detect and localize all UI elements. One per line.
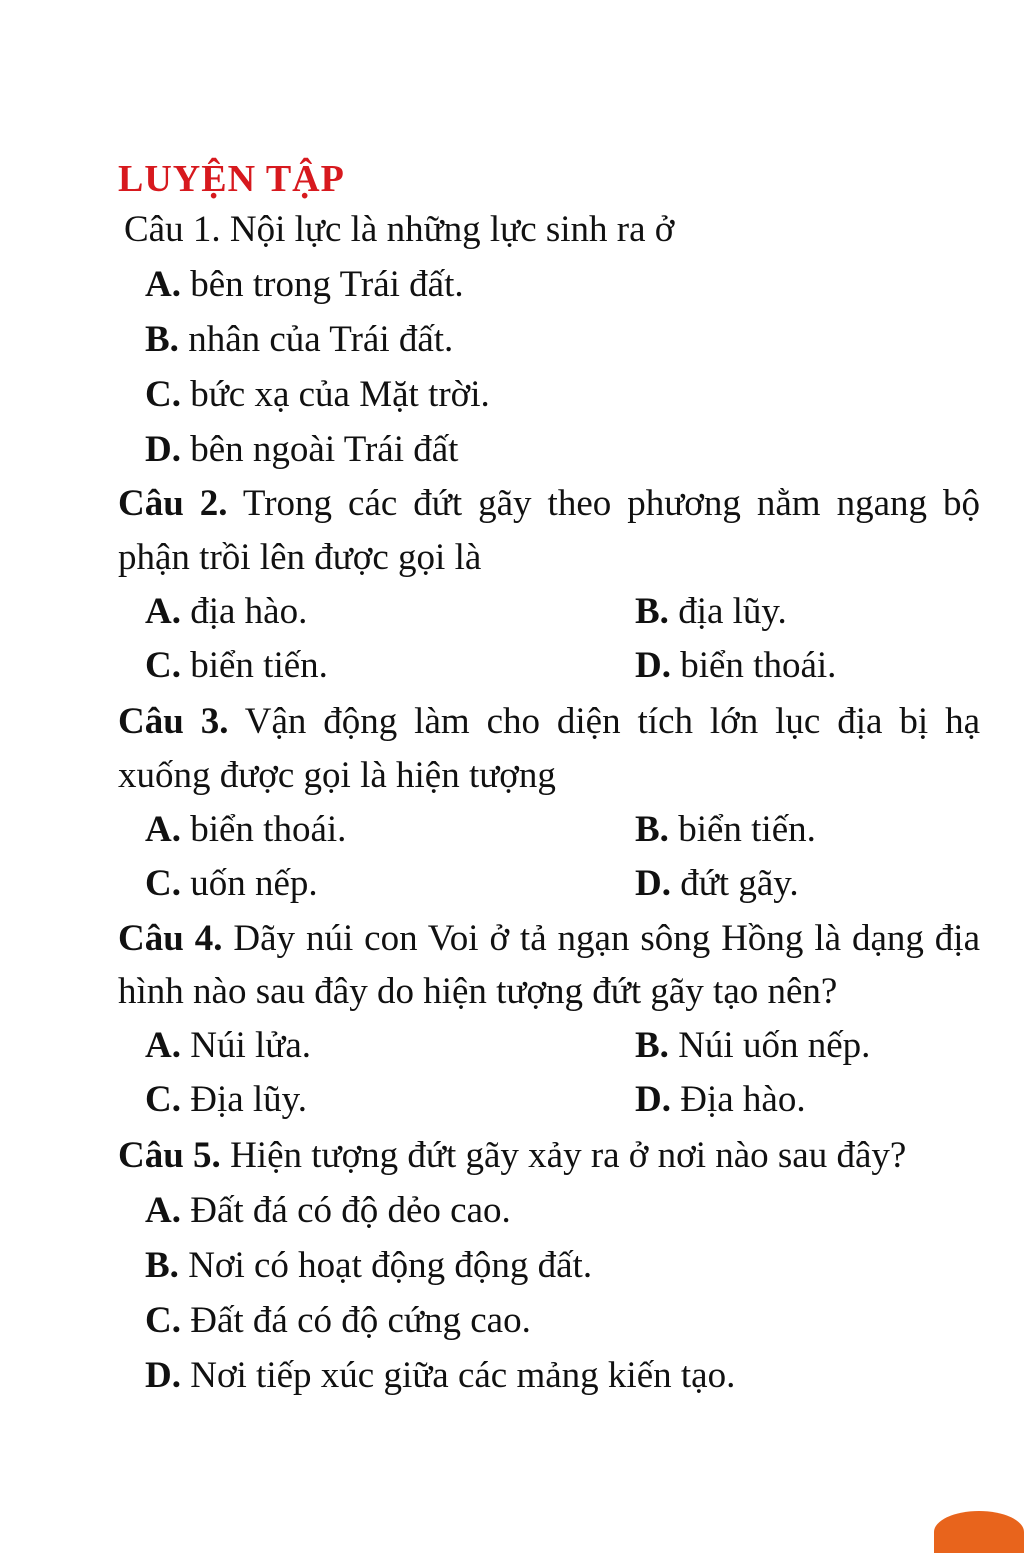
question-2-option-c[interactable] bbox=[145, 641, 328, 691]
question-3-line-1 bbox=[118, 697, 980, 747]
question-4-line-1 bbox=[118, 914, 980, 964]
option-letter: C. bbox=[145, 863, 181, 904]
question-1-option-c[interactable] bbox=[145, 370, 490, 420]
question-5-option-d[interactable] bbox=[145, 1351, 735, 1401]
question-2-option-d[interactable] bbox=[635, 641, 836, 691]
option-letter: B. bbox=[145, 1245, 179, 1286]
question-3-text-line-1: Vận động làm cho diện tích lớn lục địa bị hạ bbox=[244, 701, 980, 742]
option-text: biển tiến. bbox=[668, 809, 816, 850]
question-5-option-b[interactable] bbox=[145, 1241, 592, 1291]
question-3-label: Câu 3. bbox=[118, 701, 229, 742]
option-letter: B. bbox=[635, 809, 669, 850]
option-letter: D. bbox=[635, 1079, 671, 1120]
option-text: Nơi có hoạt động động đất. bbox=[178, 1245, 593, 1286]
question-5 bbox=[118, 1131, 980, 1181]
option-text: Nơi tiếp xúc giữa các mảng kiến tạo. bbox=[180, 1355, 736, 1396]
option-text: Địa lũy. bbox=[180, 1079, 308, 1120]
option-letter: A. bbox=[145, 809, 181, 850]
question-5-text: Hiện tượng đứt gãy xảy ra ở nơi nào sau đây? bbox=[220, 1135, 907, 1176]
option-letter: A. bbox=[145, 1190, 181, 1231]
question-1-option-b[interactable] bbox=[145, 315, 453, 365]
option-text: biển thoái. bbox=[180, 809, 347, 850]
option-text: Núi uốn nếp. bbox=[668, 1025, 871, 1066]
option-letter: C. bbox=[145, 1300, 181, 1341]
question-4-option-c[interactable] bbox=[145, 1075, 307, 1125]
option-text: địa lũy. bbox=[668, 591, 787, 632]
option-text: bức xạ của Mặt trời. bbox=[180, 374, 490, 415]
question-3-option-d[interactable] bbox=[635, 859, 799, 909]
option-letter: D. bbox=[635, 863, 671, 904]
question-4-line-2: hình nào sau đây do hiện tượng đứt gãy tạo nên? bbox=[118, 971, 838, 1012]
question-1-option-d[interactable] bbox=[145, 425, 458, 475]
question-3-option-b[interactable] bbox=[635, 805, 816, 855]
question-4-option-d[interactable] bbox=[635, 1075, 806, 1125]
question-4-text-line-1: Dãy núi con Voi ở tả ngạn sông Hồng là dạng địa bbox=[233, 918, 980, 959]
question-5-label: Câu 5. bbox=[118, 1135, 221, 1176]
option-text: địa hào. bbox=[180, 591, 308, 632]
question-1-text: Nội lực là những lực sinh ra ở bbox=[220, 209, 675, 250]
option-text: bên ngoài Trái đất bbox=[180, 429, 459, 470]
question-2-line-2: phận trồi lên được gọi là bbox=[118, 537, 482, 578]
question-2-option-a[interactable] bbox=[145, 587, 307, 637]
question-5-option-a[interactable] bbox=[145, 1186, 511, 1236]
question-3-option-a[interactable] bbox=[145, 805, 346, 855]
question-4-label: Câu 4. bbox=[118, 918, 223, 959]
option-text: bên trong Trái đất. bbox=[180, 264, 464, 305]
question-4-option-a[interactable] bbox=[145, 1021, 311, 1071]
question-2-label: Câu 2. bbox=[118, 483, 228, 524]
question-2-text-line-1: Trong các đứt gãy theo phương nằm ngang bộ bbox=[242, 483, 980, 524]
option-letter: A. bbox=[145, 1025, 181, 1066]
option-text: biển thoái. bbox=[670, 645, 837, 686]
option-text: nhân của Trái đất. bbox=[178, 319, 454, 360]
question-1-label: Câu 1. bbox=[124, 209, 221, 250]
question-5-option-c[interactable] bbox=[145, 1296, 531, 1346]
question-2-option-b[interactable] bbox=[635, 587, 787, 637]
question-1-option-a[interactable] bbox=[145, 260, 464, 310]
option-text: Núi lửa. bbox=[180, 1025, 311, 1066]
option-text: Địa hào. bbox=[670, 1079, 806, 1120]
option-text: Đất đá có độ dẻo cao. bbox=[180, 1190, 511, 1231]
section-title: LUYỆN TẬP bbox=[118, 158, 345, 200]
option-letter: D. bbox=[635, 645, 671, 686]
option-letter: C. bbox=[145, 374, 181, 415]
option-text: uốn nếp. bbox=[180, 863, 318, 904]
question-3-option-c[interactable] bbox=[145, 859, 318, 909]
question-4-option-b[interactable] bbox=[635, 1021, 870, 1071]
question-2-line-1 bbox=[118, 479, 980, 529]
question-1 bbox=[124, 205, 986, 255]
option-text: đứt gãy. bbox=[670, 863, 799, 904]
option-letter: B. bbox=[145, 319, 179, 360]
option-text: biển tiến. bbox=[180, 645, 328, 686]
option-letter: B. bbox=[635, 591, 669, 632]
option-letter: D. bbox=[145, 1355, 181, 1396]
option-letter: B. bbox=[635, 1025, 669, 1066]
option-text: Đất đá có độ cứng cao. bbox=[180, 1300, 531, 1341]
option-letter: A. bbox=[145, 591, 181, 632]
decorative-corner-shape bbox=[934, 1511, 1024, 1553]
option-letter: D. bbox=[145, 429, 181, 470]
question-3-line-2: xuống được gọi là hiện tượng bbox=[118, 755, 556, 796]
option-letter: C. bbox=[145, 645, 181, 686]
option-letter: A. bbox=[145, 264, 181, 305]
option-letter: C. bbox=[145, 1079, 181, 1120]
